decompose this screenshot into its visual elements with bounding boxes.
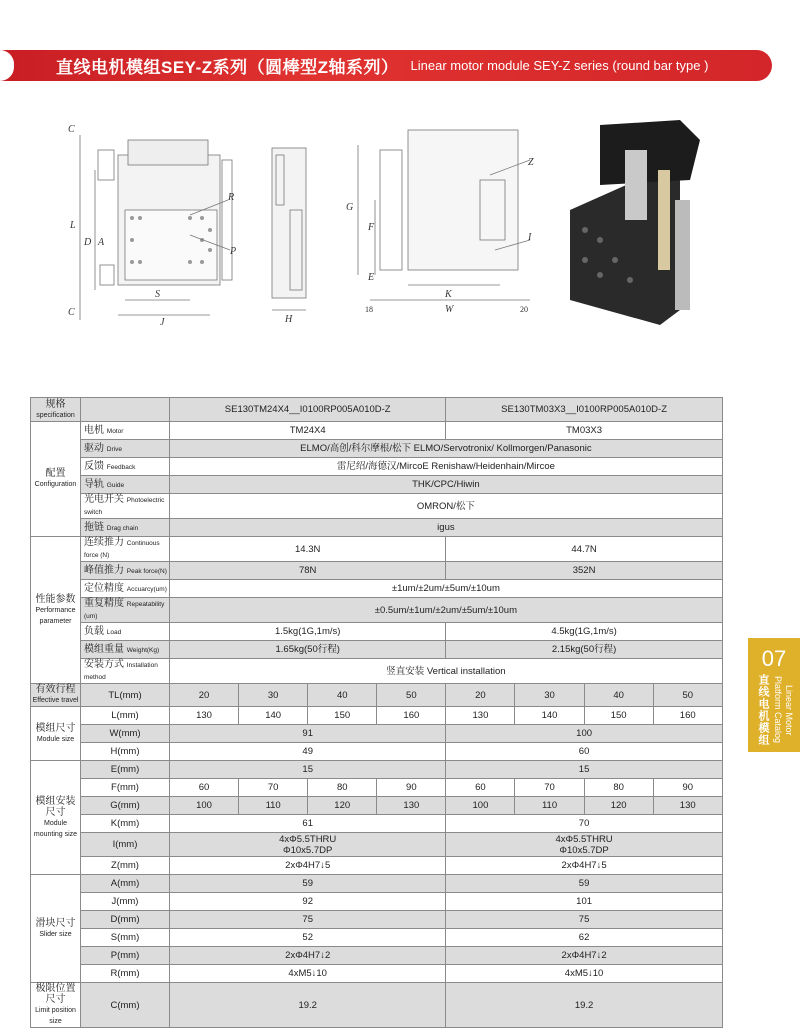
table-row	[31, 965, 723, 983]
row-label	[81, 440, 170, 458]
row-label	[81, 494, 170, 519]
table-cell: 19.2	[170, 983, 446, 1028]
table-cell: 50	[653, 684, 722, 707]
table-cell: ELMO/高创/科尔摩根/松下 ELMO/Servotronix/ Kollmorgen/Panasonic	[170, 440, 723, 458]
section-number: 07	[761, 646, 787, 671]
table-row	[31, 537, 723, 562]
section-tab[interactable]	[748, 638, 800, 752]
table-cell: 4xM5↓10	[446, 965, 722, 983]
table-cell: 4xΦ5.5THRU Φ10x5.7DP	[170, 833, 446, 857]
dim-label: G	[346, 202, 354, 213]
dim-label: R	[228, 192, 235, 203]
title-en: Linear motor module SEY-Z series (round bar type )	[410, 58, 709, 73]
table-cell: 30	[515, 684, 584, 707]
dim-label: P	[230, 246, 237, 257]
group-label-en: Limit position size	[35, 1007, 76, 1025]
row-label-dim: P(mm)	[110, 950, 140, 961]
table-row	[31, 562, 723, 580]
row-label	[81, 598, 170, 623]
table-cell: 61	[170, 815, 446, 833]
group-label-zh: 极限位置尺寸	[35, 983, 76, 1005]
product-photo	[570, 120, 700, 325]
row-label	[81, 398, 170, 422]
row-label-dim: C(mm)	[110, 999, 140, 1011]
table-row	[31, 725, 723, 743]
table-cell: 20	[446, 684, 515, 707]
table-cell: 1.65kg(50行程)	[170, 641, 446, 659]
table-cell: 62	[446, 929, 722, 947]
group-label	[31, 422, 81, 537]
table-cell: SE130TM24X4__I0100RP005A010D-Z	[170, 398, 446, 422]
row-label-zh: 模组重量	[84, 643, 124, 655]
table-cell: 352N	[446, 562, 722, 580]
row-label-zh: 安装方式	[84, 659, 124, 670]
group-label-zh: 滑块尺寸	[35, 917, 76, 929]
table-row	[31, 857, 723, 875]
table-cell: 雷尼绍/海德汉/MircoE Renishaw/Heidenhain/Mircoe	[170, 458, 723, 476]
row-label-zh: 负载	[84, 625, 104, 637]
dim-label: C	[68, 307, 75, 318]
table-cell: 52	[170, 929, 446, 947]
table-cell: 1.5kg(1G,1m/s)	[170, 623, 446, 641]
table-cell: 130	[653, 797, 722, 815]
row-label	[81, 965, 170, 983]
table-cell: 50	[377, 684, 446, 707]
table-cell: 2xΦ4H7↓5	[170, 857, 446, 875]
row-label-dim: S(mm)	[110, 932, 140, 943]
group-label-en: Module size	[36, 735, 75, 743]
dim-label: Z	[528, 157, 534, 168]
table-cell: 4.5kg(1G,1m/s)	[446, 623, 722, 641]
row-label-zh: 电机	[84, 424, 104, 436]
row-label-dim: H(mm)	[110, 746, 140, 757]
table-cell: 2xΦ4H7↓5	[446, 857, 722, 875]
row-label	[81, 537, 170, 562]
row-label-zh: 定位精度	[84, 582, 124, 594]
row-label-en: Load	[106, 628, 122, 636]
table-cell: 19.2	[446, 983, 722, 1028]
table-row	[31, 761, 723, 779]
table-row	[31, 422, 723, 440]
row-label-en: Accuarcy(um)	[126, 585, 167, 593]
table-row	[31, 458, 723, 476]
table-cell: 91	[170, 725, 446, 743]
table-cell: 100	[170, 797, 239, 815]
group-label-zh: 规格	[45, 398, 66, 410]
table-row	[31, 797, 723, 815]
table-cell: 150	[584, 707, 653, 725]
dim-label: A	[98, 237, 105, 248]
group-label	[31, 537, 81, 684]
table-cell: 90	[377, 779, 446, 797]
group-label-zh: 有效行程	[35, 684, 76, 695]
section-title-en-1: Linear Motor	[784, 684, 794, 736]
side-view-drawing	[272, 148, 306, 310]
row-label	[81, 797, 170, 815]
row-label	[81, 458, 170, 476]
table-cell: 30	[239, 684, 308, 707]
row-label	[81, 743, 170, 761]
table-cell: 75	[446, 911, 722, 929]
row-label-dim: D(mm)	[110, 914, 140, 925]
row-label-dim: F(mm)	[111, 782, 139, 793]
table-row	[31, 476, 723, 494]
table-cell: 140	[239, 707, 308, 725]
table-cell: TM24X4	[170, 422, 446, 440]
row-label	[81, 684, 170, 707]
table-cell: 101	[446, 893, 722, 911]
table-cell: 2xΦ4H7↓2	[170, 947, 446, 965]
row-label-zh: 导轨	[84, 478, 104, 490]
table-cell: 60	[446, 743, 722, 761]
table-row	[31, 983, 723, 1028]
group-label-zh: 配置	[45, 468, 66, 479]
table-cell: 70	[239, 779, 308, 797]
group-label-en: Slider size	[39, 930, 72, 938]
table-row	[31, 598, 723, 623]
dim-label: H	[285, 314, 293, 325]
table-row	[31, 494, 723, 519]
table-cell: 140	[515, 707, 584, 725]
table-cell: ±0.5um/±1um/±2um/±5um/±10um	[170, 598, 723, 623]
table-cell: 14.3N	[170, 537, 446, 562]
table-cell: 4xM5↓10	[170, 965, 446, 983]
table-row	[31, 519, 723, 537]
group-label-en: Configuration	[34, 481, 77, 488]
dim-label: E	[368, 272, 375, 283]
row-label	[81, 623, 170, 641]
table-row	[31, 947, 723, 965]
group-label	[31, 875, 81, 983]
row-label-en: Feedback	[106, 463, 136, 471]
table-cell: 100	[446, 725, 722, 743]
row-label-zh: 驱动	[84, 442, 104, 454]
title-zh: 直线电机模组SEY-Z系列（圆棒型Z轴系列）	[56, 58, 399, 77]
row-label-en: Motor	[106, 427, 124, 435]
row-label	[81, 707, 170, 725]
spec-table	[30, 397, 723, 1028]
table-cell: 60	[446, 779, 515, 797]
row-label	[81, 641, 170, 659]
table-cell: 70	[515, 779, 584, 797]
group-label-zh: 模组安装尺寸	[35, 795, 76, 818]
group-label	[31, 761, 81, 875]
row-label	[81, 911, 170, 929]
table-cell: 120	[308, 797, 377, 815]
table-cell: THK/CPC/Hiwin	[170, 476, 723, 494]
table-cell: TM03X3	[446, 422, 722, 440]
table-row	[31, 623, 723, 641]
row-label-zh: 拖链	[84, 521, 104, 533]
table-cell: 78N	[170, 562, 446, 580]
table-cell: 15	[170, 761, 446, 779]
row-label	[81, 659, 170, 684]
table-cell: 110	[239, 797, 308, 815]
table-cell: 120	[584, 797, 653, 815]
row-label-en: Peak force(N)	[126, 567, 167, 575]
row-label	[81, 893, 170, 911]
table-cell: 110	[515, 797, 584, 815]
table-cell: 80	[584, 779, 653, 797]
row-label-dim: L(mm)	[111, 710, 139, 721]
row-label-zh: 光电开关	[84, 494, 124, 505]
table-cell: 130	[170, 707, 239, 725]
table-cell: igus	[170, 519, 723, 537]
table-row	[31, 684, 723, 707]
row-label-en: Drag chain	[106, 524, 139, 532]
table-cell: 竖直安装 Vertical installation	[170, 659, 723, 684]
row-label	[81, 761, 170, 779]
table-row	[31, 641, 723, 659]
row-label-dim: R(mm)	[110, 968, 140, 979]
dim-label: I	[528, 232, 532, 243]
group-label-en: Effective travel	[32, 697, 79, 704]
row-label-en: Repeatability (um)	[84, 601, 165, 620]
row-label-dim: G(mm)	[110, 800, 140, 811]
group-label	[31, 398, 81, 422]
table-cell: 15	[446, 761, 722, 779]
row-label	[81, 929, 170, 947]
dim-label: 20	[520, 305, 528, 314]
table-row	[31, 440, 723, 458]
row-label-en: Continuous force (N)	[84, 540, 160, 559]
table-row	[31, 815, 723, 833]
row-label	[81, 519, 170, 537]
row-label	[81, 833, 170, 857]
group-label	[31, 707, 81, 761]
group-label-zh: 性能参数	[35, 593, 76, 605]
table-cell: 60	[170, 779, 239, 797]
table-row	[31, 833, 723, 857]
row-label	[81, 779, 170, 797]
row-label-en: Guide	[106, 481, 125, 489]
dim-label: K	[445, 289, 452, 300]
row-label	[81, 562, 170, 580]
row-label-en: Weight(Kg)	[126, 646, 160, 654]
table-cell: 40	[584, 684, 653, 707]
rear-view-drawing	[358, 130, 530, 300]
group-label-en: Module mounting size	[33, 819, 78, 838]
table-cell: OMRON/松下	[170, 494, 723, 519]
dim-label: C	[68, 124, 75, 135]
row-label-dim: I(mm)	[112, 839, 138, 850]
dim-label: 18	[365, 305, 373, 314]
group-label-en: specification	[36, 411, 75, 419]
table-cell: SE130TM03X3__I0100RP005A010D-Z	[446, 398, 722, 422]
table-cell: 130	[446, 707, 515, 725]
table-row	[31, 398, 723, 422]
dim-label: J	[160, 317, 165, 328]
table-cell: 75	[170, 911, 446, 929]
row-label	[81, 857, 170, 875]
table-cell: 44.7N	[446, 537, 722, 562]
row-label-en: Installation method	[84, 662, 158, 681]
dim-label: W	[445, 304, 454, 315]
table-row	[31, 893, 723, 911]
row-label-zh: 连续推力	[84, 537, 124, 548]
row-label-dim: J(mm)	[111, 896, 139, 907]
row-label-dim: TL(mm)	[108, 689, 142, 701]
table-cell: 59	[170, 875, 446, 893]
dim-label: S	[155, 289, 160, 300]
table-cell: 80	[308, 779, 377, 797]
row-label-dim: K(mm)	[110, 818, 140, 829]
row-label	[81, 725, 170, 743]
row-label	[81, 875, 170, 893]
group-label	[31, 684, 81, 707]
row-label-zh: 重复精度	[84, 598, 124, 609]
row-label	[81, 422, 170, 440]
row-label-en: Drive	[106, 445, 122, 453]
row-label-dim: E(mm)	[110, 764, 140, 775]
table-row	[31, 911, 723, 929]
table-cell: 2xΦ4H7↓2	[446, 947, 722, 965]
table-cell: 4xΦ5.5THRU Φ10x5.7DP	[446, 833, 722, 857]
table-cell: 49	[170, 743, 446, 761]
row-label-en: Photoelectric switch	[84, 497, 165, 516]
row-label-dim: W(mm)	[109, 728, 141, 739]
row-label	[81, 947, 170, 965]
row-label-dim: Z(mm)	[111, 860, 139, 871]
table-cell: 130	[377, 797, 446, 815]
table-row	[31, 779, 723, 797]
table-row	[31, 875, 723, 893]
group-label	[31, 983, 81, 1028]
row-label	[81, 580, 170, 598]
table-row	[31, 659, 723, 684]
table-cell: 59	[446, 875, 722, 893]
dim-label: L	[70, 220, 76, 231]
table-cell: 150	[308, 707, 377, 725]
table-cell: 40	[308, 684, 377, 707]
row-label-dim: A(mm)	[110, 878, 140, 889]
section-title-zh: 直线电机模组	[757, 674, 769, 746]
technical-drawings	[40, 110, 720, 340]
table-row	[31, 580, 723, 598]
table-cell: 100	[446, 797, 515, 815]
table-row	[31, 929, 723, 947]
page-header	[0, 50, 772, 81]
group-label-en: Performance parameter	[35, 606, 76, 625]
table-cell: 2.15kg(50行程)	[446, 641, 722, 659]
table-row	[31, 743, 723, 761]
row-label	[81, 476, 170, 494]
table-cell: 70	[446, 815, 722, 833]
dim-label: D	[84, 237, 92, 248]
table-row	[31, 707, 723, 725]
row-label	[81, 815, 170, 833]
dim-label: F	[368, 222, 375, 233]
group-label-zh: 模组尺寸	[35, 722, 76, 734]
table-cell: ±1um/±2um/±5um/±10um	[170, 580, 723, 598]
table-cell: 92	[170, 893, 446, 911]
section-title-en-2: Platform Catalog	[773, 676, 783, 744]
row-label-zh: 峰值推力	[84, 564, 124, 576]
table-cell: 160	[377, 707, 446, 725]
row-label-zh: 反馈	[84, 460, 104, 472]
table-cell: 20	[170, 684, 239, 707]
table-cell: 160	[653, 707, 722, 725]
table-cell: 90	[653, 779, 722, 797]
row-label	[81, 983, 170, 1028]
